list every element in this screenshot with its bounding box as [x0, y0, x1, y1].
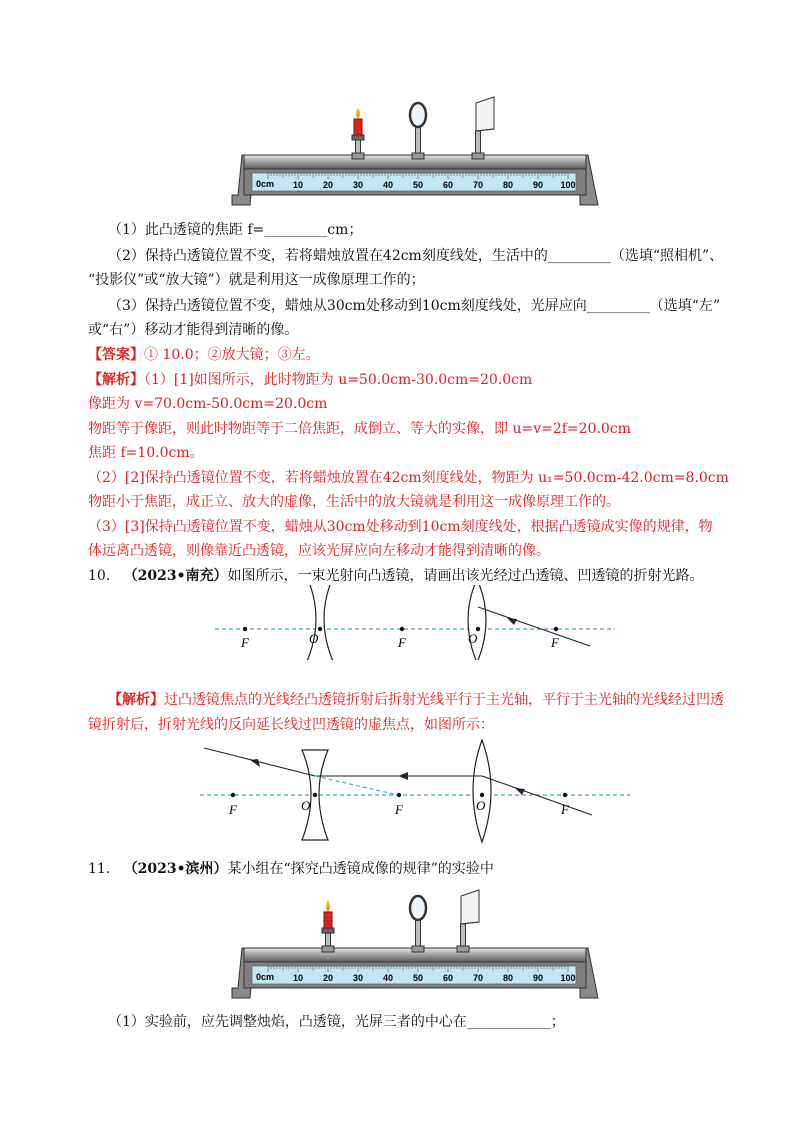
- ruler-unit-label: 0cm: [256, 179, 275, 189]
- ruler-number: 40: [382, 180, 394, 190]
- candle-holder-base: [322, 946, 334, 952]
- incident-ray: [482, 776, 592, 815]
- q10-question: [88, 566, 704, 586]
- ruler-number: 40: [382, 973, 394, 983]
- q9-part2-line1: （2）保持凸透镜位置不变，若将蜡烛放置在42cm刻度线处，生活中的_________（选填“照相机”、: [108, 248, 724, 264]
- q9-analysis-line1: [88, 370, 532, 390]
- lens-holder-base: [412, 153, 424, 159]
- q9-analysis-line7: （3）[3]保持凸透镜位置不变，蜡烛从30cm处移动到10cm刻度线处，根据凸透镜成实像的规律，物: [88, 519, 713, 535]
- screen-holder-base: [457, 946, 469, 952]
- ruler-number: 80: [502, 973, 514, 983]
- focus-point-right: [554, 627, 558, 631]
- q10-analysis-line1: [108, 690, 724, 710]
- label-F-middle: F: [398, 635, 406, 650]
- q11-number: 11.: [88, 861, 111, 877]
- optical-bench-figure-q11: [225, 888, 605, 1006]
- label-O-concave: O: [301, 798, 311, 813]
- candle-body: [354, 119, 362, 135]
- q9-analysis-line6: 物距小于焦距，成正立、放大的虚像，生活中的放大镜就是利用这一成像原理工作的。: [88, 494, 620, 510]
- ruler-number: 30: [352, 180, 364, 190]
- ruler-number: 90: [532, 973, 544, 983]
- q9-analysis-line5: （2）[2]保持凸透镜位置不变，若将蜡烛放置在42cm刻度线处，物距为 u₁=50.0cm-42.0cm=8.0cm: [88, 470, 729, 486]
- ruler-number: 30: [352, 973, 364, 983]
- q9-analysis-line4: 焦距 f=10.0cm。: [88, 445, 204, 461]
- screen-panel: [476, 97, 494, 131]
- ray-arrow-2: [398, 772, 408, 780]
- ruler-number: 60: [442, 180, 454, 190]
- focus-point-left: [231, 793, 235, 797]
- ray-arrow: [507, 618, 517, 625]
- label-F-right: F: [551, 635, 559, 650]
- candle-holder-base: [352, 153, 364, 159]
- q9-part3-line1: （3）保持凸透镜位置不变，蜡烛从30cm处移动到10cm刻度线处，光屏应向_________（选填“左”: [108, 298, 721, 314]
- q10-text: 如图所示，一束光射向凸透镜，请画出该光经过凸透镜、凹透镜的折射光路。: [227, 568, 704, 584]
- lens-stand: [416, 918, 421, 946]
- q9-answer: [88, 345, 320, 365]
- diverging-ray: [204, 748, 315, 776]
- q11-source: （2023•滨州）: [123, 861, 228, 877]
- q9-part2-line2: “投影仪”或“放大镜”）就是利用这一成像原理工作的；: [88, 272, 425, 288]
- candle-flame: [326, 900, 330, 912]
- label-F-middle: F: [395, 802, 403, 817]
- light-screen: [472, 97, 494, 159]
- lens-stand: [416, 125, 421, 153]
- lens-ring: [410, 103, 426, 127]
- optical-center-convex: [480, 793, 484, 797]
- candle: [322, 900, 334, 952]
- screen-panel: [461, 890, 479, 924]
- ruler-number: 60: [442, 973, 454, 983]
- reverse-extension-line: [315, 776, 398, 795]
- label-O-convex: O: [468, 631, 478, 646]
- ruler-number: 70: [472, 973, 484, 983]
- concave-lens: [307, 585, 333, 660]
- q9-analysis-line3: 物距等于像距，则此时物距等于二倍焦距，成倒立、等大的实像，即 u=v=2f=20.0cm: [88, 421, 631, 437]
- ruler-unit-label: 0cm: [256, 972, 275, 982]
- ray-arrow-1: [515, 788, 525, 795]
- ruler-number: 70: [472, 180, 484, 190]
- ruler-number: 100: [560, 180, 576, 190]
- ruler-number: 100: [560, 973, 576, 983]
- q10-lens-diagram: [215, 585, 615, 660]
- q9-analysis-line8: 体远离凸透镜，则像靠近凸透镜，应该光屏应向左移动才能得到清晰的像。: [88, 543, 550, 559]
- answer-tag: 【答案】: [88, 347, 144, 363]
- optical-center-concave: [313, 793, 317, 797]
- focus-point-left: [243, 627, 247, 631]
- q9-analysis-line2: 像距为 v=70.0cm-50.0cm=20.0cm: [88, 396, 328, 412]
- ruler-number: 10: [292, 180, 304, 190]
- lens-ring: [410, 896, 426, 920]
- analysis-text: （1）[1]如图所示，此时物距为 u=50.0cm-30.0cm=20.0cm: [144, 372, 533, 388]
- q9-part1: （1）此凸透镜的焦距 f=_________cm；: [108, 222, 363, 238]
- q11-text: 某小组在“探究凸透镜成像的规律”的实验中: [227, 861, 494, 877]
- q11-part1: （1）实验前，应先调整烛焰，凸透镜，光屏三者的中心在____________；: [108, 1014, 565, 1030]
- ray-arrow-3: [250, 759, 260, 767]
- candle-flame: [356, 107, 360, 119]
- q10-analysis-line2: 镜折射后，折射光线的反向延长线过凹透镜的虚焦点，如图所示：: [88, 717, 494, 733]
- convex-lens: [473, 740, 491, 842]
- ruler-number: 20: [322, 180, 334, 190]
- candle-holder: [322, 928, 334, 933]
- candle-stand: [356, 139, 361, 153]
- convex-lens: [468, 585, 486, 660]
- candle-stand: [326, 932, 331, 946]
- optical-bench-figure-q9: [230, 95, 600, 213]
- ruler-number: 50: [412, 180, 424, 190]
- q10-source: （2023•南充）: [123, 568, 228, 584]
- convex-lens: [410, 103, 426, 159]
- candle-holder: [352, 135, 364, 140]
- analysis-text: 过凸透镜焦点的光线经凸透镜折射后折射光线平行于主光轴，平行于主光轴的光线经过凹透: [164, 692, 724, 708]
- convex-lens: [410, 896, 426, 952]
- ruler-number: 90: [532, 180, 544, 190]
- screen-stand: [476, 131, 481, 153]
- analysis-tag: 【解析】: [108, 692, 164, 708]
- incident-ray: [478, 607, 590, 646]
- focus-point-middle: [397, 793, 401, 797]
- ruler-number: 20: [322, 973, 334, 983]
- answer-text: ① 10.0；②放大镜；③左。: [144, 347, 320, 363]
- q11-question: [88, 859, 494, 879]
- analysis-tag: 【解析】: [88, 372, 144, 388]
- ruler-number: 80: [502, 180, 514, 190]
- screen-holder-base: [472, 153, 484, 159]
- ruler-number: 10: [292, 973, 304, 983]
- focus-point-right: [563, 793, 567, 797]
- screen-stand: [461, 924, 466, 946]
- label-F-right: F: [561, 802, 569, 817]
- ruler-number: 50: [412, 973, 424, 983]
- label-F-left: F: [241, 635, 249, 650]
- q10-number: 10.: [88, 568, 111, 584]
- label-O-convex: O: [476, 798, 486, 813]
- lens-holder-base: [412, 946, 424, 952]
- q9-part3-line2: 或“右”）移动才能得到清晰的像。: [88, 322, 299, 338]
- light-screen: [457, 890, 479, 952]
- focus-point-middle: [400, 627, 404, 631]
- label-F-left: F: [229, 802, 237, 817]
- optical-center-concave: [318, 627, 322, 631]
- q10-answer-diagram: [200, 738, 630, 848]
- candle-body: [324, 912, 332, 928]
- label-O-concave: O: [309, 631, 319, 646]
- candle: [352, 107, 364, 159]
